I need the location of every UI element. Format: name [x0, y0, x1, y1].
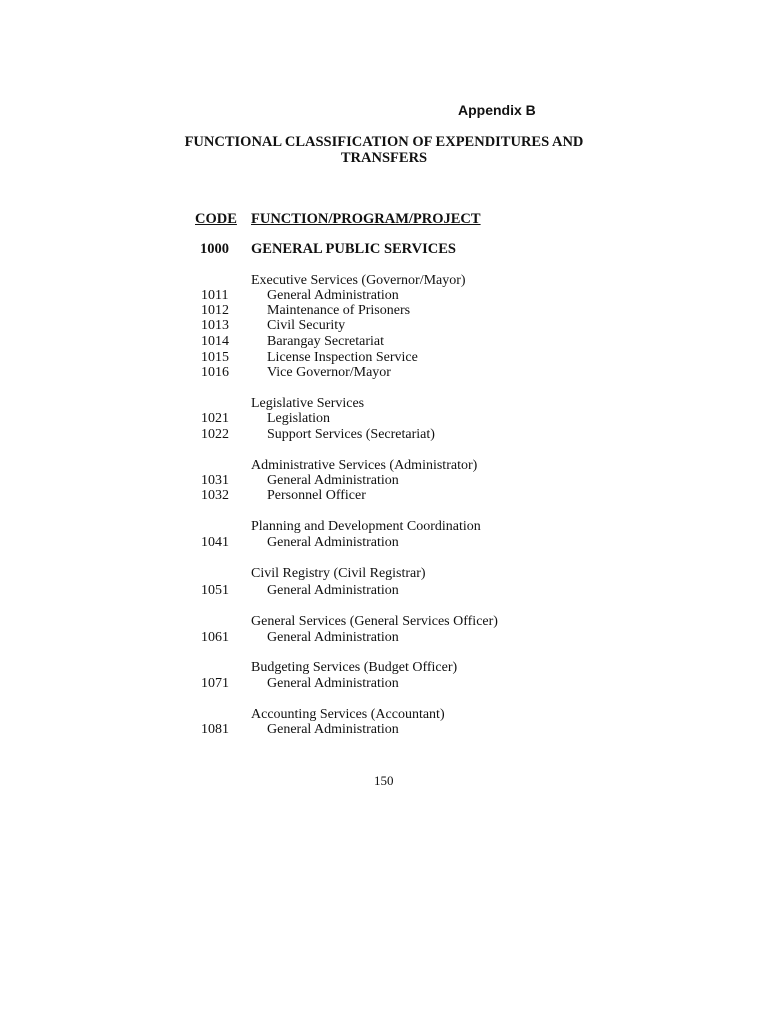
table-row — [0, 427, 768, 443]
row-code: 1081 — [201, 722, 229, 737]
column-header-code: CODE — [195, 211, 237, 227]
table-row — [0, 488, 768, 504]
row-item: Vice Governor/Mayor — [267, 365, 391, 380]
group-heading: General Services (General Services Officer) — [251, 614, 498, 629]
table-row — [0, 630, 768, 646]
table-row — [0, 614, 768, 630]
row-item: Personnel Officer — [267, 488, 366, 503]
title-line-2: TRANSFERS — [340, 150, 428, 166]
table-row — [0, 583, 768, 599]
group-heading: Administrative Services (Administrator) — [251, 458, 478, 473]
row-item: General Administration — [267, 288, 399, 303]
column-header-function: FUNCTION/PROGRAM/PROJECT — [251, 211, 481, 227]
row-item: Maintenance of Prisoners — [267, 303, 411, 318]
row-item: Legislation — [267, 411, 330, 426]
row-code: 1051 — [201, 583, 229, 598]
row-item: General Administration — [267, 535, 399, 550]
row-code: 1015 — [201, 350, 229, 365]
table-row — [0, 365, 768, 381]
row-code: 1012 — [201, 303, 229, 318]
table-row — [0, 722, 768, 738]
table-row — [0, 535, 768, 551]
group-heading: Civil Registry (Civil Registrar) — [251, 566, 426, 581]
table-row — [0, 303, 768, 319]
row-code: 1011 — [201, 288, 229, 303]
group-heading: Executive Services (Governor/Mayor) — [251, 273, 466, 288]
row-code: 1041 — [201, 535, 229, 550]
table-row — [0, 473, 768, 489]
table-row — [0, 519, 768, 535]
row-item: General Administration — [267, 722, 399, 737]
table-row — [0, 676, 768, 692]
title-line-1: FUNCTIONAL CLASSIFICATION OF EXPENDITURES AND — [184, 134, 584, 150]
table-row — [0, 273, 768, 289]
row-code: 1031 — [201, 473, 229, 488]
row-item: General Administration — [267, 583, 399, 598]
row-item: General Administration — [267, 676, 399, 691]
table-row — [0, 350, 768, 366]
row-item: General Administration — [267, 473, 399, 488]
row-code: 1021 — [201, 411, 229, 426]
group-heading: Accounting Services (Accountant) — [251, 707, 445, 722]
table-row — [0, 707, 768, 723]
row-code: 1022 — [201, 427, 229, 442]
appendix-label: Appendix B — [458, 102, 536, 118]
table-row — [0, 660, 768, 676]
row-item: Barangay Secretariat — [267, 334, 384, 349]
row-item: Support Services (Secretariat) — [267, 427, 435, 442]
table-row — [0, 566, 768, 582]
row-code: 1061 — [201, 630, 229, 645]
section-name: GENERAL PUBLIC SERVICES — [251, 241, 456, 257]
row-code: 1013 — [201, 318, 229, 333]
table-row — [0, 334, 768, 350]
group-heading: Budgeting Services (Budget Officer) — [251, 660, 458, 675]
group-heading: Planning and Development Coordination — [251, 519, 481, 534]
table-row — [0, 288, 768, 304]
table-row — [0, 458, 768, 474]
row-code: 1071 — [201, 676, 229, 691]
table-row — [0, 318, 768, 334]
row-code: 1014 — [201, 334, 229, 349]
row-code: 1032 — [201, 488, 229, 503]
group-heading: Legislative Services — [251, 396, 365, 411]
section-code: 1000 — [200, 241, 229, 257]
table-row — [0, 396, 768, 412]
page-title — [150, 134, 618, 166]
page-number: 150 — [374, 773, 394, 788]
table-row — [0, 411, 768, 427]
row-item: General Administration — [267, 630, 399, 645]
row-code: 1016 — [201, 365, 229, 380]
row-item: License Inspection Service — [267, 350, 418, 365]
row-item: Civil Security — [267, 318, 346, 333]
